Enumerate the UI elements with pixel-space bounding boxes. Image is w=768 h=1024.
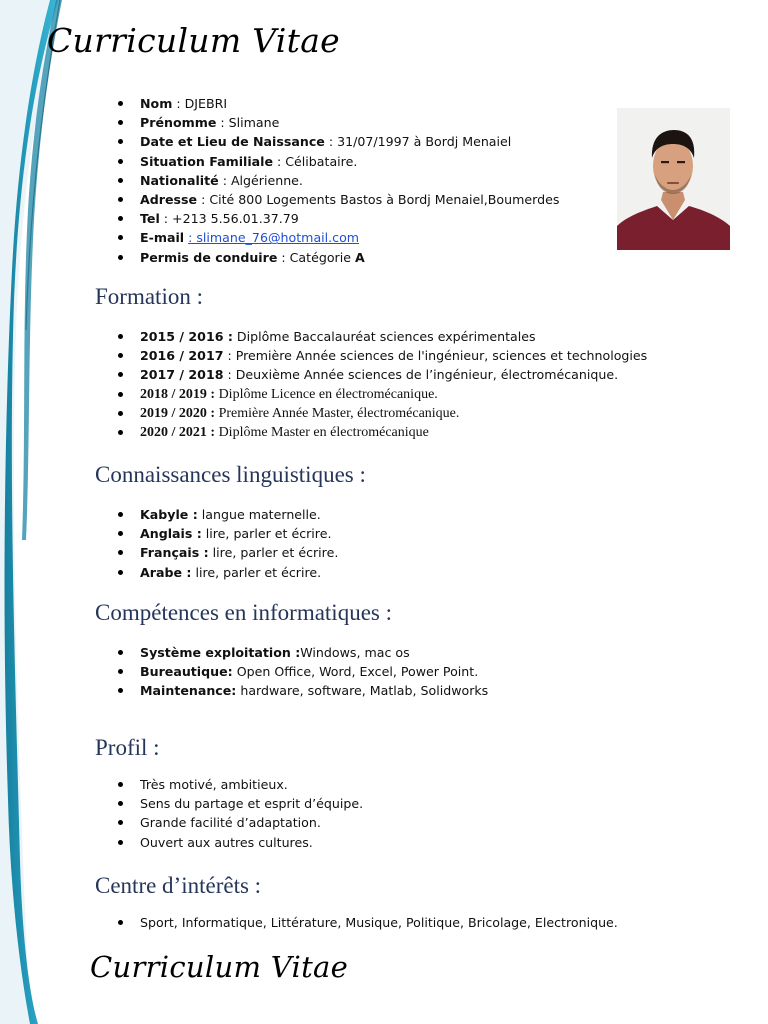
list-item: Très motivé, ambitieux. (116, 775, 363, 794)
decorative-swoosh (0, 0, 110, 1024)
interests-list (116, 913, 618, 932)
list-item: 2016 / 2017 : Première Année sciences de l'ingénieur, sciences et technologies (116, 346, 647, 365)
formation-list (116, 327, 647, 442)
list-item: Situation Familiale : Célibataire. (116, 152, 559, 171)
list-item: Adresse : Cité 800 Logements Bastos à Bordj Menaiel,Boumerdes (116, 190, 559, 209)
list-item: Prénomme : Slimane (116, 113, 559, 132)
personal-info-list (116, 94, 559, 267)
list-item: Date et Lieu de Naissance : 31/07/1997 à Bordj Menaiel (116, 132, 559, 151)
list-item: Ouvert aux autres cultures. (116, 833, 363, 852)
interests-heading: Centre d’intérêts : (95, 873, 262, 898)
list-item: Arabe : lire, parler et écrire. (116, 563, 338, 582)
profile-list (116, 775, 363, 852)
list-item: Sport, Informatique, Littérature, Musique, Politique, Bricolage, Electronique. (116, 913, 618, 932)
list-item: Sens du partage et esprit d’équipe. (116, 794, 363, 813)
list-item: Grande facilité d’adaptation. (116, 813, 363, 832)
list-item: Nationalité : Algérienne. (116, 171, 559, 190)
languages-heading: Connaissances linguistiques : (95, 462, 366, 487)
list-item: Tel : +213 5.56.01.37.79 (116, 209, 559, 228)
formation-heading: Formation : (95, 284, 203, 309)
list-item: Français : lire, parler et écrire. (116, 543, 338, 562)
list-item: 2017 / 2018 : Deuxième Année sciences de l’ingénieur, électromécanique. (116, 365, 647, 384)
list-item: Nom : DJEBRI (116, 94, 559, 113)
profile-photo (617, 108, 730, 250)
email-link[interactable]: : slimane_76@hotmail.com (188, 230, 360, 246)
list-item: 2018 / 2019 : Diplôme Licence en électromécanique. (116, 385, 647, 404)
list-item: E-mail : slimane_76@hotmail.com (116, 228, 559, 247)
list-item: Bureautique: Open Office, Word, Excel, Power Point. (116, 662, 488, 681)
list-item: Permis de conduire : Catégorie A (116, 248, 559, 267)
list-item: Anglais : lire, parler et écrire. (116, 524, 338, 543)
computer-skills-heading: Compétences en informatiques : (95, 600, 393, 625)
footer-title: Curriculum Vitae (90, 950, 349, 984)
list-item: Maintenance: hardware, software, Matlab, Solidworks (116, 681, 488, 700)
list-item: Kabyle : langue maternelle. (116, 505, 338, 524)
page-title: Curriculum Vitae (47, 21, 341, 60)
list-item: Système exploitation :Windows, mac os (116, 643, 488, 662)
languages-list (116, 505, 338, 582)
profile-heading: Profil : (95, 735, 160, 760)
list-item: 2019 / 2020 : Première Année Master, électromécanique. (116, 404, 647, 423)
list-item: 2020 / 2021 : Diplôme Master en électromécanique (116, 423, 647, 442)
list-item: 2015 / 2016 : Diplôme Baccalauréat sciences expérimentales (116, 327, 647, 346)
computer-skills-list (116, 643, 488, 701)
